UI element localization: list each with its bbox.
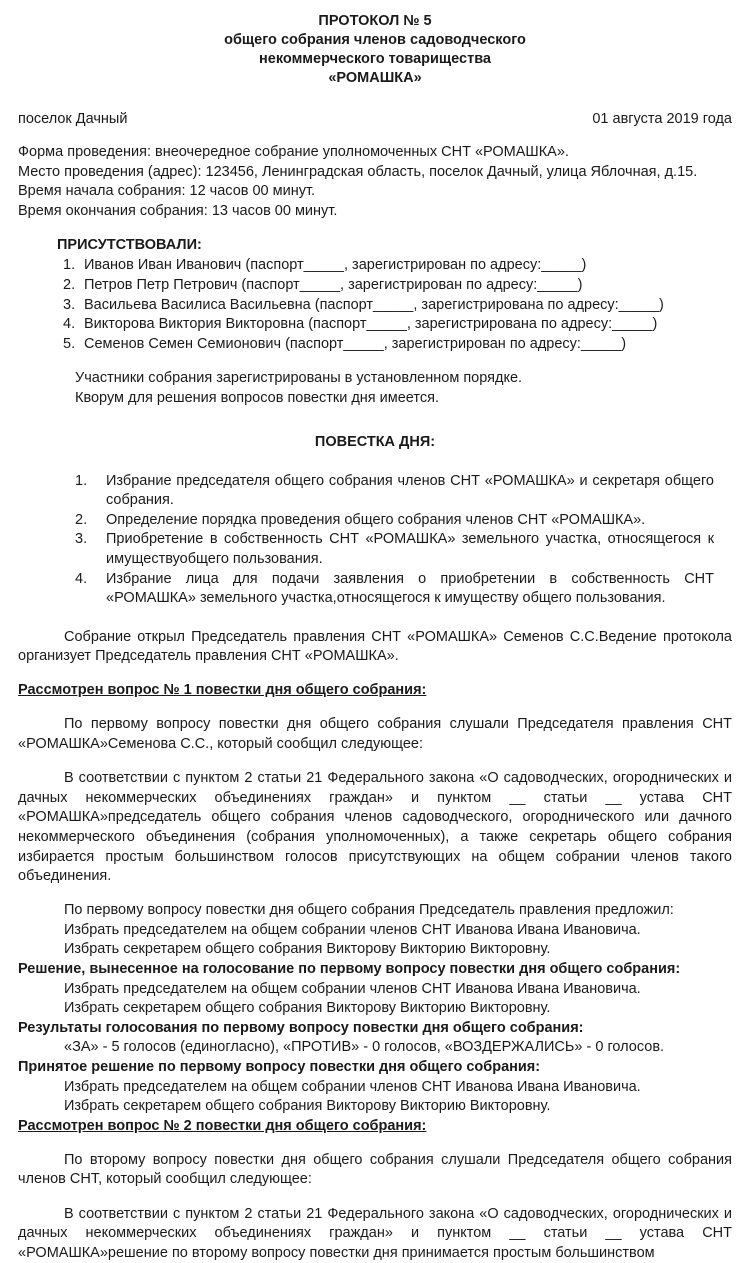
list-item-number: 5. — [63, 335, 76, 352]
list-item — [18, 276, 732, 296]
question-1-heading: Рассмотрен вопрос № 1 повестки дня общего собрания: — [18, 682, 427, 699]
list-item-label: Избрание председателя общего собрания членов СНТ «РОМАШКА» и секретаря общего собрания. — [106, 472, 714, 509]
agenda-heading: ПОВЕСТКА ДНЯ: — [314, 433, 436, 450]
list-item-label: Приобретение в собственность СНТ «РОМАШКА» земельного участка, относящегося к имуществуобщего пользования. — [106, 531, 714, 567]
title-line-2: общего собрания членов садоводческого — [224, 32, 526, 48]
question-1-decision-vote-line-1: Избрать председателем на общем собрании членов СНТ Иванова Ивана Ивановича. — [64, 980, 641, 997]
list-item-label: Петров Петр Петрович (паспорт_____, зарегистрирован по адресу:_____) — [84, 276, 583, 293]
opening-paragraph: Собрание открыл Председатель правления СНТ «РОМАШКА» Семенов С.С.Ведение протокола организует Председатель правления СНТ «РОМАШКА». — [18, 628, 732, 665]
registration-note: Участники собрания зарегистрированы в установленном порядке. — [75, 370, 523, 387]
date-label: 01 августа 2019 года — [592, 111, 732, 127]
protocol-number-line: ПРОТОКОЛ № 5 — [318, 13, 432, 29]
title-line-3: некоммерческого товарищества — [259, 51, 491, 67]
question-1-results-line: «ЗА» - 5 голосов (единогласно), «ПРОТИВ» - 0 голосов, «ВОЗДЕРЖАЛИСЬ» - 0 голосов. — [64, 1039, 665, 1056]
question-1-adopted-line-2: Избрать секретарем общего собрания Викторову Викторию Викторовну. — [64, 1098, 551, 1115]
question-2-heading: Рассмотрен вопрос № 2 повестки дня общего собрания: — [18, 1117, 427, 1134]
list-item-number: 4. — [63, 316, 76, 333]
question-1-decision-vote-heading: Решение, вынесенное на голосование по первому вопросу повестки дня общего собрания: — [18, 961, 681, 977]
question-1-adopted-line-1: Избрать председателем на общем собрании членов СНТ Иванова Ивана Ивановича. — [64, 1078, 641, 1095]
list-item — [18, 472, 732, 511]
question-1-adopted-heading: Принятое решение по первому вопросу повестки дня общего собрания: — [18, 1058, 541, 1075]
meeting-location: Место проведения (адрес): 123456, Ленинградская область, поселок Дачный, улица Яблочная, д.15. — [18, 163, 698, 180]
question-1-proposal-lead: По первому вопросу повестки дня общего собрания Председатель правления предложил: — [64, 902, 674, 919]
question-2-law-text: В соответствии с пунктом 2 статьи 21 Федерального закона «О садоводческих, огороднических и дачных некоммерческих объединениях граждан» и пунктом __ статьи __ устава СНТ «РОМАШКА»решение по второму вопросу повестки дня принимается простым большинством — [18, 1205, 732, 1261]
list-item — [18, 296, 732, 316]
list-item-number: 2. — [63, 276, 76, 293]
list-item-number: 1. — [63, 257, 76, 274]
list-item-number: 3. — [63, 296, 76, 313]
list-item — [18, 530, 732, 569]
list-item — [18, 570, 732, 609]
place-date-row — [18, 110, 732, 129]
list-item-label: Определение порядка проведения общего собрания членов СНТ «РОМАШКА». — [106, 511, 646, 528]
list-item-label: Избрание лица для подачи заявления о приобретении в собственность СНТ «РОМАШКА» земельного участка,относящегося к имуществу общего пользования. — [106, 570, 714, 607]
list-item-number: 4. — [75, 570, 88, 587]
question-1-heard: По первому вопросу повестки дня общего собрания слушали Председателя правления СНТ «РОМАШКА»Семенова С.С., который сообщил следующее: — [18, 716, 732, 753]
attendees-heading: ПРИСУТСТВОВАЛИ: — [57, 237, 202, 254]
question-1-proposal-line-2: Избрать секретарем общего собрания Викторову Викторию Викторовну. — [64, 941, 551, 958]
list-item-label: Иванов Иван Иванович (паспорт_____, зарегистрирован по адресу:_____) — [84, 257, 587, 274]
list-item — [18, 511, 732, 531]
question-1-law-text: В соответствии с пунктом 2 статьи 21 Федерального закона «О садоводческих, огороднических и дачных некоммерческих объединениях граждан» и пунктом __ статьи __ устава СНТ «РОМАШКА»председатель общего собрания членов садоводческого, огороднического или дачного некоммерческого объединения (собрания уполномоченных), а также секретарь общего собрания избирается простым большинством голосов присутствующих на общем собрании членов такого объединения. — [18, 770, 732, 885]
list-item — [18, 315, 732, 335]
list-item-label: Викторова Виктория Викторовна (паспорт_____, зарегистрирована по адресу:_____) — [84, 316, 658, 333]
place-label: поселок Дачный — [18, 111, 128, 127]
agenda-list — [18, 472, 732, 609]
list-item — [18, 256, 732, 276]
list-item — [18, 335, 732, 355]
meeting-start-time: Время начала собрания: 12 часов 00 минут. — [18, 183, 316, 200]
meeting-end-time: Время окончания собрания: 13 часов 00 минут. — [18, 202, 338, 219]
list-item-number: 3. — [75, 531, 88, 548]
list-item-label: Семенов Семен Семионович (паспорт_____, зарегистрирован по адресу:_____) — [84, 335, 627, 352]
question-2-heard: По второму вопросу повестки дня общего собрания слушали Председателя общего собрания членов СНТ, который сообщил следующее: — [18, 1151, 732, 1188]
meeting-meta-block — [18, 143, 732, 221]
quorum-block — [75, 369, 732, 408]
list-item-label: Васильева Василиса Васильевна (паспорт_____, зарегистрирована по адресу:_____) — [84, 296, 664, 313]
question-1-decision-vote-line-2: Избрать секретарем общего собрания Викторову Викторию Викторовну. — [64, 1000, 551, 1017]
attendees-list — [18, 256, 732, 354]
organization-name: «РОМАШКА» — [328, 70, 422, 86]
document-title-block — [18, 12, 732, 88]
question-1-proposal-line-1: Избрать председателем на общем собрании членов СНТ Иванова Ивана Ивановича. — [64, 921, 641, 938]
quorum-note: Кворум для решения вопросов повестки дня имеется. — [75, 389, 440, 406]
list-item-number: 1. — [75, 472, 88, 489]
question-1-results-heading: Результаты голосования по первому вопросу повестки дня общего собрания: — [18, 1019, 584, 1036]
meeting-form: Форма проведения: внеочередное собрание уполномоченных СНТ «РОМАШКА». — [18, 144, 569, 160]
list-item-number: 2. — [75, 511, 88, 528]
